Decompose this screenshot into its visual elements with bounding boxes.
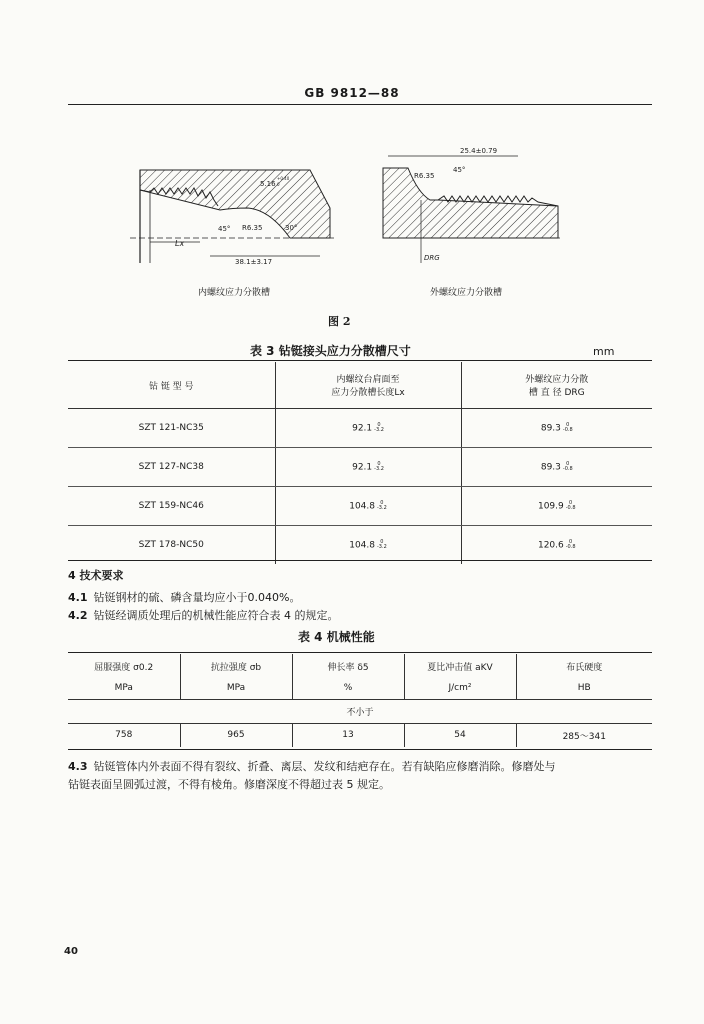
table4-header-yield: 屈服强度 σ0.2 MPa xyxy=(94,662,154,693)
fig-right-angle-45: 45° xyxy=(453,166,466,174)
para-4-3: 4.3 钻铤管体内外表面不得有裂纹、折叠、离层、发纹和结疤存在。若有缺陷应修磨消除。修磨处与 xyxy=(68,760,556,773)
table4-top-rule xyxy=(68,652,652,653)
fig-left-radius: R6.35 xyxy=(242,224,263,232)
table3-model: SZT 159-NC46 xyxy=(68,487,275,526)
para-4-1: 4.1 钻铤钢材的硫、磷含量均应小于0.040%。 xyxy=(68,591,301,604)
table-row: SZT 159-NC46 104.8 0 -3.2 109.9 0 -0.8 xyxy=(68,487,652,526)
table4-header-hardness: 布氏硬度 HB xyxy=(516,654,652,699)
table-row: SZT 121-NC35 92.1 0 -3.2 89.3 0 -0.8 xyxy=(68,409,652,448)
table3 xyxy=(68,362,652,564)
table3-top-rule xyxy=(68,360,652,361)
table4-note: 不小于 xyxy=(346,707,374,718)
fig-left-tol-down: 0 xyxy=(277,182,280,187)
page-number: 40 xyxy=(64,946,78,957)
table3-model: SZT 178-NC50 xyxy=(138,540,204,550)
table3-bottom-rule xyxy=(68,560,652,561)
fig-left-tol-up: +0.40 xyxy=(277,176,290,181)
page-header: GB 9812—88 xyxy=(304,86,400,100)
table4-bottom-rule xyxy=(68,749,652,750)
table3-header-model: 钻 铤 型 号 xyxy=(68,362,275,409)
fig-left-length: 38.1±3.17 xyxy=(235,258,273,266)
figure-label: 图 2 xyxy=(328,315,351,328)
fig-left-angle-30: 30° xyxy=(285,224,298,232)
table3-header-drg: 外螺纹应力分散 槽 直 径 DRG xyxy=(461,362,652,409)
fig-left-angle-45: 45° xyxy=(218,225,231,233)
fig-right-caption: 外螺纹应力分散槽 xyxy=(430,288,503,298)
table4-caption: 表 4 机械性能 xyxy=(298,630,375,644)
table3-unit: mm xyxy=(593,345,615,358)
fig-left-dim-516: 5.16 xyxy=(260,180,276,188)
table-row: 758 965 13 54 285～341 xyxy=(68,723,652,747)
header-rule xyxy=(68,104,652,105)
table3-model: SZT 127-NC38 xyxy=(68,448,275,487)
table4-header-elongation: 伸长率 δ5 % xyxy=(292,654,404,699)
table4 xyxy=(68,654,652,747)
fig-right-radius: R6.35 xyxy=(414,172,435,180)
para-4-3-cont: 钻铤表面呈圆弧过渡，不得有棱角。修磨深度不得超过表 5 规定。 xyxy=(68,778,390,791)
internal-thread-relief-groove-drawing xyxy=(120,138,340,278)
table-row: SZT 127-NC38 92.1 0 -3.2 89.3 0 -0.8 xyxy=(68,448,652,487)
table3-header-lx: 内螺纹台肩面至 应力分散槽长度Lx xyxy=(275,362,461,409)
table3-caption: 表 3 钻铤接头应力分散槽尺寸 xyxy=(250,344,411,358)
external-thread-relief-groove-drawing xyxy=(378,138,568,278)
fig-right-length: 25.4±0.79 xyxy=(460,147,498,155)
table4-header-impact: 夏比冲击值 aKV J/cm² xyxy=(404,654,516,699)
section4-title: 4 技术要求 xyxy=(68,569,124,582)
fig-left-lx: Lx xyxy=(175,239,185,248)
table4-header-tensile: 抗拉强度 σb MPa xyxy=(180,654,292,699)
table3-model: SZT 121-NC35 xyxy=(68,409,275,448)
fig-right-drg: DRG xyxy=(424,254,440,262)
para-4-2: 4.2 钻铤经调质处理后的机械性能应符合表 4 的规定。 xyxy=(68,609,339,622)
fig-left-caption: 内螺纹应力分散槽 xyxy=(198,288,271,298)
table-row: SZT 178-NC50 104.8 0 -3.2 120.6 0 -0.8 xyxy=(68,526,652,565)
